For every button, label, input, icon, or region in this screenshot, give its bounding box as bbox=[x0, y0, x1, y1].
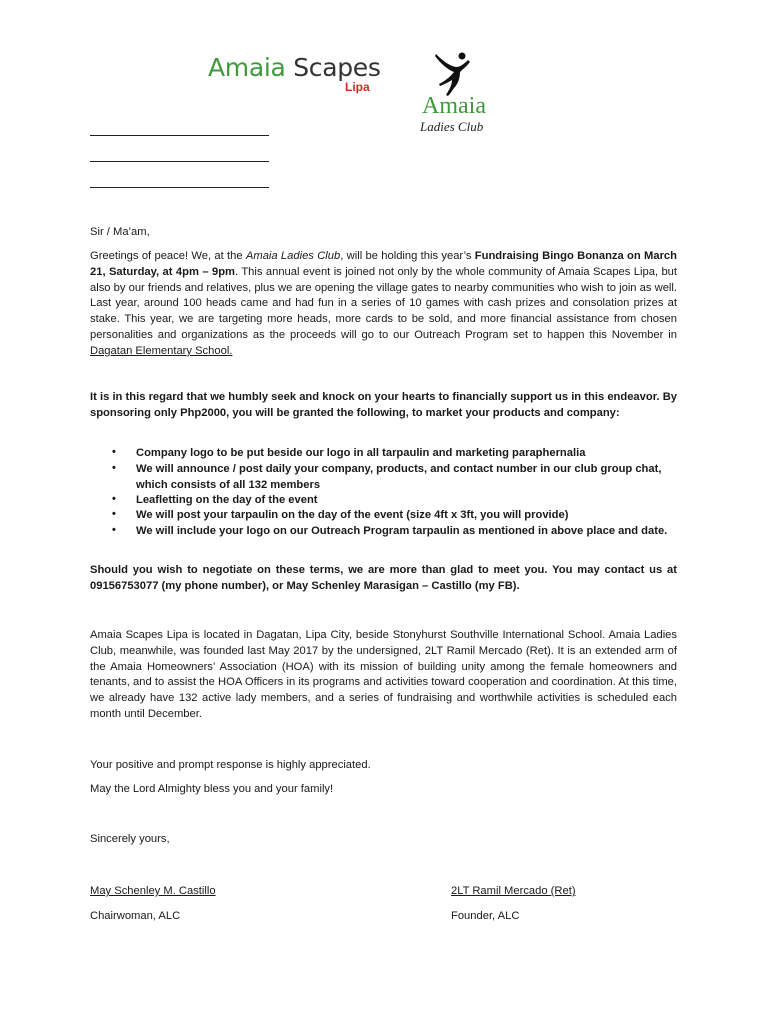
closing-line-2: May the Lord Almighty bless you and your family! bbox=[90, 783, 334, 795]
benefit-item: We will post your tarpaulin on the day of the event (size 4ft x 3ft, you will provide) bbox=[136, 509, 569, 521]
address-blank-line-1 bbox=[90, 134, 269, 136]
benefit-item: Leafletting on the day of the event bbox=[136, 494, 318, 506]
amaia-scapes-logo bbox=[208, 53, 381, 94]
about-paragraph: Amaia Scapes Lipa is located in Dagatan, Lipa City, beside Stonyhurst Southville International School. Amaia Ladies Club, meanwhile, was founded last May 2017 by the undersigned, 2LT Ramil Mercado (Ret). It is an extended arm of the Amaia Homeowners’ Association (HOA) with its mission of building unity among the female homeowners and tenants, and to assist the HOA Officers in its programs and activities toward cooperation and coordination. At this time, we already have 132 active lady members, and a series of fundraising and worthwhile activities is scheduled each month until December. bbox=[90, 629, 677, 720]
benefit-item: We will include your logo on our Outreach Program tarpaulin as mentioned in above place and date. bbox=[136, 525, 668, 537]
bullet-marker: • bbox=[112, 524, 116, 536]
signatory-title-founder: Founder, ALC bbox=[451, 910, 520, 922]
signatory-name-founder: 2LT Ramil Mercado (Ret) bbox=[451, 885, 576, 897]
intro-event-details: Fundraising Bingo Bonanza on March 21, Saturday, at 4pm – 9pm bbox=[90, 250, 677, 278]
club-logo-sub: Ladies Club bbox=[420, 119, 484, 134]
bullet-marker: • bbox=[112, 493, 116, 505]
amaia-scapes-wordmark bbox=[208, 54, 381, 82]
logo-word-lipa: Lipa bbox=[345, 80, 370, 94]
intro-text-1: Greetings of peace! We, at the bbox=[90, 250, 246, 262]
intro-text-3: . This annual event is joined not only by the whole community of Amaia Scapes Lipa, but also by our friends and relatives, plus we are opening the village gates to nearby communities who wish to join as well. Last year, around 100 heads came and had fun in a series of 10 games with cash prizes and consolation prizes at stake. This year, we are targeting more heads, more cards to be sold, and more financial assistance from chosen personalities and organizations as the proceeds will go to our Outreach Program set to happen this November in bbox=[90, 265, 678, 341]
sponsorship-paragraph: It is in this regard that we humbly seek and knock on your hearts to financially support us in this endeavor. By sponsoring only Php2000, you will be granted the following, to market your products and company: bbox=[90, 391, 677, 419]
amaia-ladies-club-logo bbox=[410, 50, 500, 140]
logo-word-scapes: Scapes bbox=[293, 53, 381, 82]
logo-word-amaia: Amaia bbox=[208, 53, 286, 82]
benefit-item: Company logo to be put beside our logo in all tarpaulin and marketing paraphernalia bbox=[136, 447, 586, 459]
address-blank-line-2 bbox=[90, 160, 269, 162]
intro-school-name: Dagatan Elementary School. bbox=[90, 344, 233, 357]
contact-paragraph: Should you wish to negotiate on these terms, we are more than glad to meet you. You may contact us at 09156753077 (my phone number), or May Schenley Marasigan – Castillo (my FB). bbox=[90, 564, 677, 592]
closing-line-1: Your positive and prompt response is highly appreciated. bbox=[90, 759, 371, 771]
signatory-title-chairwoman: Chairwoman, ALC bbox=[90, 910, 181, 922]
salutation: Sir / Ma’am, bbox=[90, 226, 150, 238]
club-logo-name: Amaia bbox=[422, 93, 486, 119]
bullet-marker: • bbox=[112, 446, 116, 458]
bullet-marker: • bbox=[112, 508, 116, 520]
signatory-name-chairwoman: May Schenley M. Castillo bbox=[90, 885, 216, 897]
intro-paragraph bbox=[90, 249, 677, 360]
intro-text-2: , will be holding this year’s bbox=[340, 250, 475, 262]
benefit-item: We will announce / post daily your company, products, and contact number in our club group chat, which consists of all 132 members bbox=[136, 463, 662, 491]
dancer-figure-icon bbox=[430, 50, 478, 96]
intro-club-name: Amaia Ladies Club bbox=[245, 250, 341, 262]
sign-off: Sincerely yours, bbox=[90, 833, 170, 845]
bullet-marker: • bbox=[112, 462, 116, 474]
address-blank-line-3 bbox=[90, 186, 269, 188]
